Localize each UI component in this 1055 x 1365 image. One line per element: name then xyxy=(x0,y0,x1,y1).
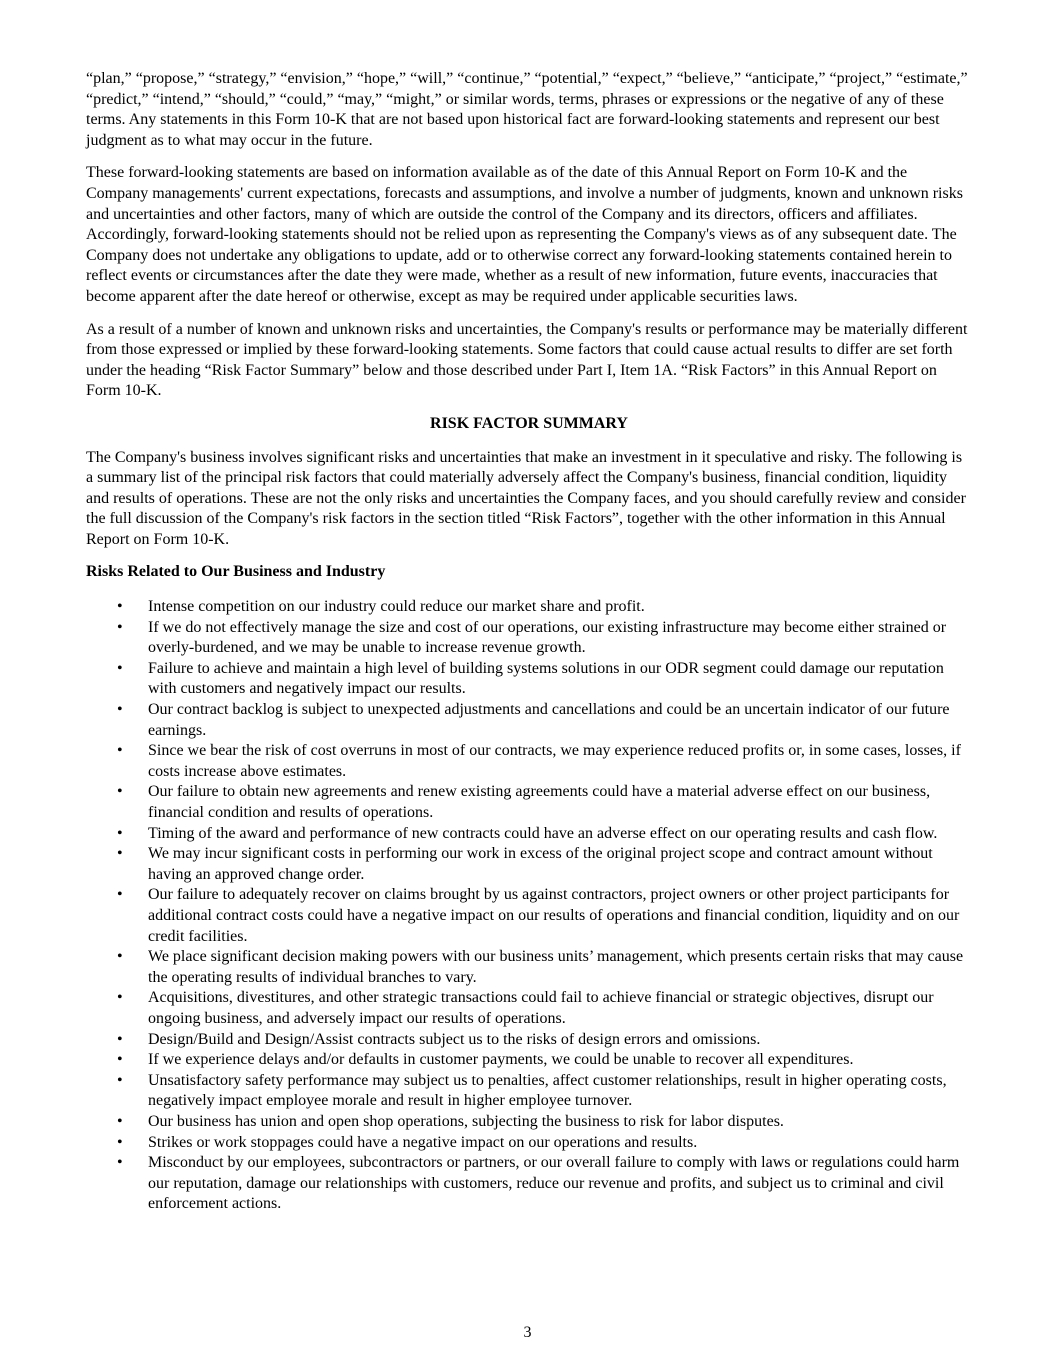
bullet-icon: • xyxy=(117,886,123,904)
section-heading-risk-factor-summary: RISK FACTOR SUMMARY xyxy=(430,414,628,432)
bullet-icon: • xyxy=(117,1133,123,1151)
risk-text: Acquisitions, divestitures, and other strategic transactions could fail to achieve financial or strategic objectives, disrupt our ongoing business, and adversely impact our results of operations. xyxy=(148,989,934,1027)
risk-text: Our failure to obtain new agreements and renew existing agreements could have a material adverse effect on our business, financial condition and results of operations. xyxy=(148,783,931,821)
paragraph-forward-looking-terms: “plan,” “propose,” “strategy,” “envision,” “hope,” “will,” “continue,” “potential,” “expect,” “believe,” “anticipate,” “project,” “estimate,” “predict,” “intend,” “should,” “could,” “may,” “might,” or similar words, terms, phrases or expressions or the negative of any of these terms. Any statements in this Form 10-K that are not based upon historical fact are forward-looking statements and represent our best judgment as to what may occur in the future. xyxy=(86,70,968,149)
bullet-icon: • xyxy=(117,1030,123,1048)
risk-text: Unsatisfactory safety performance may subject us to penalties, affect customer relationships, result in higher operating costs, negatively impact employee morale and result in higher employee turnover. xyxy=(148,1071,947,1110)
risk-list-item xyxy=(86,597,972,618)
risk-list xyxy=(86,597,972,1215)
risk-list-item xyxy=(86,741,972,782)
risk-list-item xyxy=(86,1071,972,1112)
risk-list-item xyxy=(86,1133,972,1154)
risk-list-item xyxy=(86,700,972,741)
bullet-icon: • xyxy=(117,989,123,1007)
subheading-business-risks: Risks Related to Our Business and Industry xyxy=(86,563,386,581)
bullet-icon: • xyxy=(117,1112,123,1130)
risk-list-item xyxy=(86,947,972,988)
risk-text: Misconduct by our employees, subcontractors or partners, or our overall failure to comply with laws or regulations could harm our reputation, damage our relationships with customers, reduce our revenue and profits, and subject us to criminal and civil enforcement actions. xyxy=(148,1154,960,1213)
risk-list-item xyxy=(86,1112,972,1133)
risk-list-item xyxy=(86,844,972,885)
risk-text: Failure to achieve and maintain a high level of building systems solutions in our ODR segment could damage our reputation with customers and negatively impact our results. xyxy=(148,659,944,698)
risk-text: Our failure to adequately recover on claims brought by us against contractors, project owners or other project participants for additional contract costs could have a negative impact on our results of operations and financial condition, liquidity and on our credit facilities. xyxy=(148,886,960,945)
risk-text: We place significant decision making powers with our business units’ management, which presents certain risks that may cause the operating results of individual branches to vary. xyxy=(148,948,964,986)
bullet-icon: • xyxy=(117,701,123,719)
risk-list-item xyxy=(86,1153,972,1215)
paragraph-forward-looking-basis: These forward-looking statements are based on information available as of the date of this Annual Report on Form 10-K and the Company managements' current expectations, forecasts and assumptions, and involve a number of judgments, known and unknown risks and uncertainties and other factors, many of which are outside the control of the Company and its directors, officers and affiliates. Accordingly, forward-looking statements should not be relied upon as representing the Company's views as of any subsequent date. The Company does not undertake any obligations to update, add or to otherwise correct any forward-looking statements contained herein to reflect events or circumstances after the date they were made, whether as a result of new information, future events, inaccuracies that become apparent after the date hereof or otherwise, except as may be required under applicable securities laws. xyxy=(86,164,963,305)
risk-list-item xyxy=(86,1030,972,1051)
risk-list-item xyxy=(86,618,972,659)
bullet-icon: • xyxy=(117,598,123,616)
bullet-icon: • xyxy=(117,783,123,801)
bullet-icon: • xyxy=(117,618,123,636)
bullet-icon: • xyxy=(117,948,123,966)
risk-text: If we experience delays and/or defaults in customer payments, we could be unable to recover all expenditures. xyxy=(148,1051,854,1069)
risk-list-item xyxy=(86,782,972,823)
risk-text: Timing of the award and performance of new contracts could have an adverse effect on our operating results and cash flow. xyxy=(148,824,938,842)
risk-list-item xyxy=(86,659,972,700)
paragraph-summary-intro: The Company's business involves significant risks and uncertainties that make an investment in it speculative and risky. The following is a summary list of the principal risk factors that could materially adversely affect the Company's business, financial condition, liquidity and results of operations. These are not the only risks and uncertainties the Company faces, and you should carefully review and consider the full discussion of the Company's risk factors in the section titled “Risk Factors”, together with the other information in this Annual Report on Form 10-K. xyxy=(86,448,966,548)
risk-list-item xyxy=(86,885,972,947)
risk-text: Our contract backlog is subject to unexpected adjustments and cancellations and could be an uncertain indicator of our future earnings. xyxy=(148,701,950,739)
document-page xyxy=(86,69,972,1215)
risk-text: Strikes or work stoppages could have a negative impact on our operations and results. xyxy=(148,1133,698,1151)
bullet-icon: • xyxy=(117,824,123,842)
risk-list-item xyxy=(86,1050,972,1071)
risk-list-item xyxy=(86,988,972,1029)
risk-list-item xyxy=(86,824,972,845)
risk-text: Our business has union and open shop operations, subjecting the business to risk for labor disputes. xyxy=(148,1112,784,1130)
paragraph-risk-results: As a result of a number of known and unknown risks and uncertainties, the Company's results or performance may be materially different from those expressed or implied by these forward-looking statements. Some factors that could cause actual results to differ are set forth under the heading “Risk Factor Summary” below and those described under Part I, Item 1A. “Risk Factors” in this Annual Report on Form 10-K. xyxy=(86,320,968,400)
risk-text: Design/Build and Design/Assist contracts subject us to the risks of design errors and omissions. xyxy=(148,1030,761,1048)
bullet-icon: • xyxy=(117,1051,123,1069)
bullet-icon: • xyxy=(117,1154,123,1172)
bullet-icon: • xyxy=(117,742,123,760)
risk-text: If we do not effectively manage the size and cost of our operations, our existing infrastructure may become either strained or overly-burdened, and we may be unable to increase revenue growth. xyxy=(148,618,947,657)
risk-text: We may incur significant costs in performing our work in excess of the original project scope and contract amount without having an approved change order. xyxy=(148,845,933,883)
risk-text: Since we bear the risk of cost overruns in most of our contracts, we may experience reduced profits or, in some cases, losses, if costs increase above estimates. xyxy=(148,742,961,780)
bullet-icon: • xyxy=(117,845,123,863)
risk-text: Intense competition on our industry could reduce our market share and profit. xyxy=(148,598,645,616)
page-number: 3 xyxy=(523,1324,532,1341)
bullet-icon: • xyxy=(117,1071,123,1089)
bullet-icon: • xyxy=(117,659,123,677)
